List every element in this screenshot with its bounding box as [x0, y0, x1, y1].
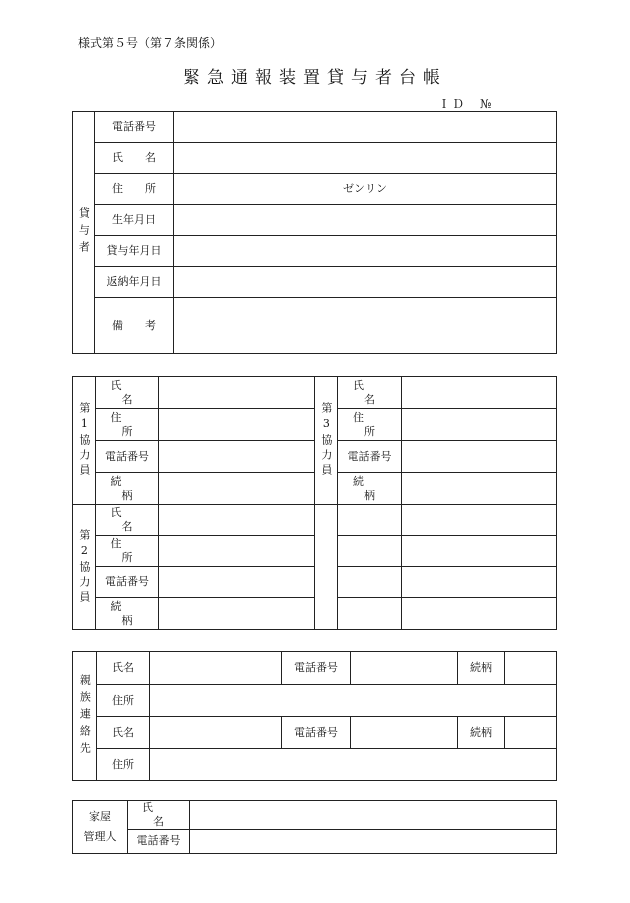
relative2-address-value[interactable]: [150, 749, 557, 781]
coop2-relation-label: [96, 598, 159, 630]
relative2-name-label: 氏名: [97, 717, 150, 749]
coop1-name-label: [96, 377, 159, 409]
lender-name-label: [95, 143, 178, 174]
coop1-group-text: 第1協力員: [77, 402, 91, 479]
lender-phone-label: 電話番号: [95, 112, 174, 143]
house-manager-phone-label: 電話番号: [128, 829, 190, 853]
relative2-relation-label: 続柄: [458, 717, 505, 749]
house-manager-table: [72, 800, 557, 854]
relative1-relation-value[interactable]: [505, 652, 557, 685]
coop3-address-label: [338, 409, 402, 441]
lender-phone-value[interactable]: [174, 112, 557, 143]
lender-group-label: [73, 112, 95, 354]
relative1-address-label: 住所: [97, 685, 150, 717]
coop2-address-label-text: 住所: [110, 537, 155, 564]
house-manager-name-value[interactable]: [190, 801, 557, 830]
house-manager-phone-value[interactable]: [190, 829, 557, 853]
relatives-group-text: 親族連絡先: [78, 673, 92, 759]
coop2-name-label: [96, 505, 159, 536]
coop4-blank-group: [315, 505, 338, 630]
coop2-relation-value[interactable]: [159, 598, 315, 630]
coop2-phone-value[interactable]: [159, 567, 315, 598]
coop3-relation-label: [338, 473, 402, 505]
lender-table: [72, 111, 557, 354]
coop1-address-label: [96, 409, 159, 441]
lender-loan-date-value[interactable]: [174, 236, 557, 267]
lender-remarks-value[interactable]: [174, 298, 557, 354]
coop2-address-label: [96, 536, 159, 567]
coop4-blank-label-2: [338, 536, 402, 567]
coop4-blank-value-2[interactable]: [402, 536, 557, 567]
lender-address-label: [95, 174, 178, 205]
coop3-relation-value[interactable]: [402, 473, 557, 505]
coop2-phone-label: 電話番号: [96, 567, 159, 598]
coop3-phone-value[interactable]: [402, 441, 557, 473]
coop1-phone-value[interactable]: [159, 441, 315, 473]
coop1-address-value[interactable]: [159, 409, 315, 441]
lender-loan-date-label: 貸与年月日: [95, 236, 174, 267]
coop1-relation-label: [96, 473, 159, 505]
coop1-name-value[interactable]: [159, 377, 315, 409]
coop3-name-value[interactable]: [402, 377, 557, 409]
relative2-phone-value[interactable]: [351, 717, 458, 749]
relative2-phone-label: 電話番号: [282, 717, 351, 749]
lender-remarks-label: [95, 298, 178, 354]
house-manager-group-line2: 管理人: [83, 829, 117, 843]
relative1-name-label: 氏名: [97, 652, 150, 685]
house-manager-name-label-text: 氏名: [142, 801, 186, 828]
coop2-relation-label-text: 続柄: [110, 599, 155, 627]
coop3-group-label: [315, 377, 338, 505]
lender-return-date-value[interactable]: [174, 267, 557, 298]
house-manager-name-label: [128, 801, 190, 830]
coop3-address-label-text: 住所: [353, 410, 397, 438]
coop2-name-value[interactable]: [159, 505, 315, 536]
relative2-name-value[interactable]: [150, 717, 282, 749]
relative2-address-label: 住所: [97, 749, 150, 781]
coop3-name-label-text: 氏名: [353, 378, 397, 406]
coop2-group-label: [73, 505, 96, 630]
coop4-blank-label-4: [338, 598, 402, 630]
coop2-name-label-text: 氏名: [110, 506, 155, 533]
lender-birthdate-label: 生年月日: [95, 205, 174, 236]
lender-return-date-label: 返納年月日: [95, 267, 174, 298]
lender-group-text: 貸与者: [77, 207, 91, 258]
coop4-blank-label-1: [338, 505, 402, 536]
coop1-group-label: [73, 377, 96, 505]
relative1-address-value[interactable]: [150, 685, 557, 717]
cooperators-table: [72, 376, 557, 630]
coop4-blank-value-1[interactable]: [402, 505, 557, 536]
coop4-blank-value-3[interactable]: [402, 567, 557, 598]
page-title: 緊急通報装置貸与者台帳: [183, 68, 447, 88]
lender-address-value[interactable]: ゼンリン: [174, 174, 557, 205]
id-number-label: ＩＤ №: [438, 97, 494, 111]
lender-address-label-text: 住所: [112, 182, 178, 196]
coop3-relation-label-text: 続柄: [353, 474, 397, 502]
house-manager-group-line1: 家屋: [89, 810, 111, 823]
form-number: 様式第５号（第７条関係）: [78, 36, 223, 50]
coop3-phone-label: 電話番号: [338, 441, 402, 473]
relatives-table: [72, 651, 557, 781]
coop1-relation-label-text: 続柄: [110, 474, 155, 502]
relative1-phone-value[interactable]: [351, 652, 458, 685]
coop1-relation-value[interactable]: [159, 473, 315, 505]
coop1-phone-label: 電話番号: [96, 441, 159, 473]
coop2-address-value[interactable]: [159, 536, 315, 567]
coop3-group-text: 第3協力員: [319, 402, 333, 479]
lender-birthdate-value[interactable]: [174, 205, 557, 236]
relatives-group-label: [73, 652, 97, 781]
relative1-name-value[interactable]: [150, 652, 282, 685]
lender-name-label-text: 氏名: [112, 151, 178, 165]
relative2-relation-value[interactable]: [505, 717, 557, 749]
coop4-blank-value-4[interactable]: [402, 598, 557, 630]
coop2-group-text: 第2協力員: [77, 528, 91, 606]
relative1-relation-label: 続柄: [458, 652, 505, 685]
coop4-blank-label-3: [338, 567, 402, 598]
lender-name-value[interactable]: [174, 143, 557, 174]
coop1-address-label-text: 住所: [110, 410, 155, 438]
coop3-address-value[interactable]: [402, 409, 557, 441]
relative1-phone-label: 電話番号: [282, 652, 351, 685]
house-manager-group-label: [73, 801, 128, 854]
coop1-name-label-text: 氏名: [110, 378, 155, 406]
lender-remarks-label-text: 備考: [112, 318, 178, 332]
coop3-name-label: [338, 377, 402, 409]
